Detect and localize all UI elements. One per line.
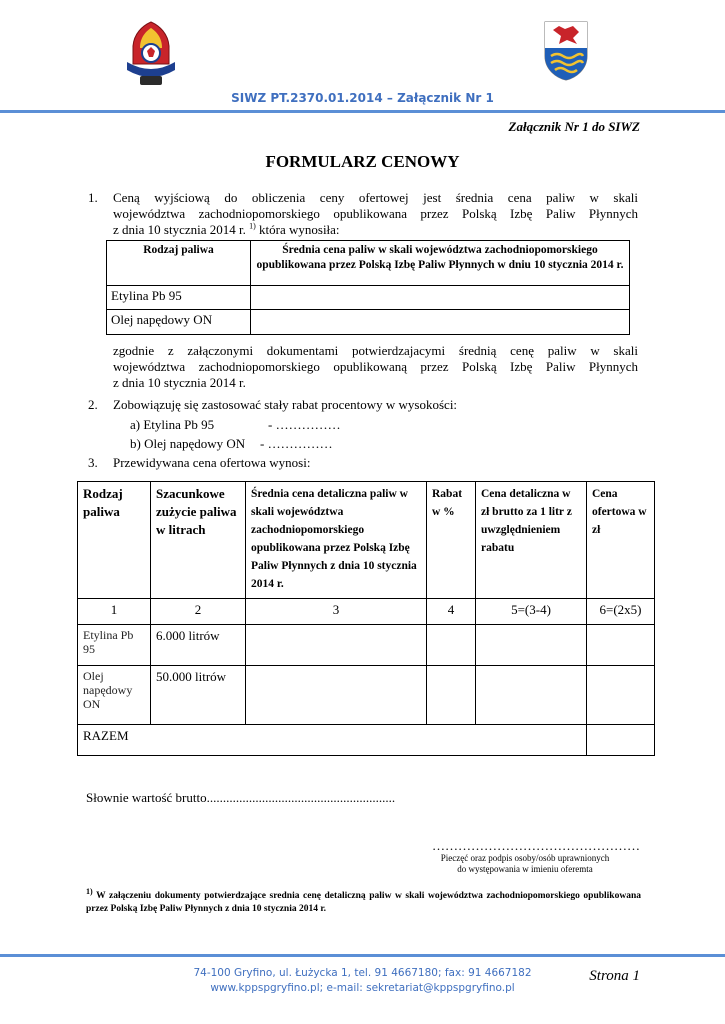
avg-price-input[interactable] bbox=[251, 286, 630, 310]
avg-price-header: Średnia cena detaliczna paliw w skali województwa zachodniopomorskiego opublikowana przez Polską Izbę Paliw Płynnych z dnia 10 stycznia 2014 r. bbox=[246, 482, 427, 599]
numbering-row bbox=[78, 599, 655, 625]
fuel-type-cell: Olej napędowy ON bbox=[78, 666, 151, 725]
usage-header: Szacunkowe zużycie paliwa w litrach bbox=[151, 482, 246, 599]
discount-input[interactable] bbox=[427, 666, 476, 725]
fuel-type-cell: Etylina Pb 95 bbox=[107, 286, 251, 310]
footer-web-email: www.kppspgryfino.pl; e-mail: sekretariat@kppspgryfino.pl bbox=[210, 982, 515, 994]
footer-address: 74-100 Gryfino, ul. Łużycka 1, tel. 91 4667180; fax: 91 4667182 bbox=[193, 967, 532, 979]
offer-price-input[interactable] bbox=[587, 666, 655, 725]
usage-cell: 50.000 litrów bbox=[151, 666, 246, 725]
section-1-line-2: województwa zachodniopomorskiego opublikowana przez Polską Izbę Paliw Płynnych bbox=[113, 206, 638, 221]
discount-a-label: a) Etylina Pb 95 bbox=[130, 417, 215, 432]
footnote-text: W załączeniu dokumenty potwierdzające srednia cenę detaliczną paliw w skali województwa zachodniopomorskiego opublikowana przez Polską Izbę Paliw Płynnych z dnia 10 stycznia 2014 r. bbox=[86, 891, 641, 914]
section-1-line-3 bbox=[113, 222, 340, 238]
fire-service-emblem-icon bbox=[120, 20, 182, 88]
total-row bbox=[78, 725, 655, 756]
total-label: RAZEM bbox=[78, 725, 587, 756]
avg-price-input[interactable] bbox=[246, 666, 427, 725]
table-header-row bbox=[78, 482, 655, 599]
offer-price-header: Cena ofertowa w zł bbox=[587, 482, 655, 599]
section-2-text: Zobowiązuję się zastosować stały rabat procentowy w wysokości: bbox=[113, 397, 458, 412]
table-row bbox=[78, 666, 655, 725]
discount-a-input[interactable]: - …………… bbox=[268, 417, 341, 432]
total-input[interactable] bbox=[587, 725, 655, 756]
fuel-type-header: Rodzaj paliwa bbox=[107, 241, 251, 286]
column-number: 3 bbox=[246, 599, 427, 625]
section-1-which: która wynosiła: bbox=[259, 222, 340, 237]
signature-caption-line-2: do występowania w imieniu oferemta bbox=[457, 864, 593, 874]
page-number: Strona 1 bbox=[589, 968, 640, 984]
signature-line[interactable]: ………………………………………… bbox=[432, 838, 640, 853]
discount-b-label: b) Olej napędowy ON bbox=[130, 436, 246, 451]
discount-header: Rabat w % bbox=[427, 482, 476, 599]
section-1-line-1: Ceną wyjściową do obliczenia ceny ofertowej jest średnia cena paliw w skali bbox=[113, 190, 638, 205]
fuel-type-header: Rodzaj paliwa bbox=[78, 482, 151, 599]
footnote-marker: 1) bbox=[86, 886, 93, 896]
footer-divider bbox=[0, 954, 725, 957]
section-1-after-line-1: zgodnie z załączonymi dokumentami potwierdzajacymi średnią cenę paliw w skali bbox=[113, 343, 638, 358]
county-coat-of-arms-icon bbox=[543, 20, 589, 82]
avg-price-header: Średnia cena paliw w skali województwa zachodniopomorskiego opublikowana przez Polską Izbę Paliw Płynnych w dniu 10 stycznia 2014 r. bbox=[251, 241, 630, 286]
avg-price-input[interactable] bbox=[246, 625, 427, 666]
column-number: 2 bbox=[151, 599, 246, 625]
offer-price-table bbox=[77, 481, 655, 756]
table-row bbox=[107, 310, 630, 335]
section-1-after-line-3: z dnia 10 stycznia 2014 r. bbox=[113, 375, 246, 390]
footnote bbox=[86, 886, 641, 916]
column-number: 6=(2x5) bbox=[587, 599, 655, 625]
fuel-type-cell: Etylina Pb 95 bbox=[78, 625, 151, 666]
section-1-after-line-2: województwa zachodniopomorskiego opublikowaną przez Polską Izbę Paliw Płynnych bbox=[113, 359, 638, 374]
retail-price-input[interactable] bbox=[476, 625, 587, 666]
retail-price-input[interactable] bbox=[476, 666, 587, 725]
discount-input[interactable] bbox=[427, 625, 476, 666]
table-header-row bbox=[107, 241, 630, 286]
section-3-text: Przewidywana cena ofertowa wynosi: bbox=[113, 455, 311, 470]
signature-caption-line-1: Pieczęć oraz podpis osoby/osób uprawnionych bbox=[440, 853, 610, 863]
avg-price-input[interactable] bbox=[251, 310, 630, 335]
section-2-number: 2. bbox=[88, 397, 98, 412]
document-title: FORMULARZ CENOWY bbox=[265, 152, 460, 171]
amount-in-words-field[interactable]: Słownie wartość brutto.......................................................... bbox=[86, 790, 396, 805]
column-number: 5=(3-4) bbox=[476, 599, 587, 625]
offer-price-input[interactable] bbox=[587, 625, 655, 666]
signature-caption bbox=[420, 853, 630, 875]
header-divider bbox=[0, 110, 725, 113]
usage-cell: 6.000 litrów bbox=[151, 625, 246, 666]
avg-price-table bbox=[106, 240, 630, 335]
section-3-number: 3. bbox=[88, 455, 98, 470]
column-number: 1 bbox=[78, 599, 151, 625]
table-row bbox=[107, 286, 630, 310]
column-number: 4 bbox=[427, 599, 476, 625]
fuel-type-cell: Olej napędowy ON bbox=[107, 310, 251, 335]
section-1-number: 1. bbox=[88, 190, 98, 205]
attachment-label: Załącznik Nr 1 do SIWZ bbox=[508, 119, 640, 134]
footnote-ref: 1) bbox=[249, 221, 256, 231]
retail-price-header: Cena detaliczna w zł brutto za 1 litr z uwzględnieniem rabatu bbox=[476, 482, 587, 599]
table-row bbox=[78, 625, 655, 666]
discount-b-input[interactable]: - …………… bbox=[260, 436, 333, 451]
header-title: SIWZ PT.2370.01.2014 – Załącznik Nr 1 bbox=[231, 91, 494, 105]
section-1-date: z dnia 10 stycznia 2014 r. bbox=[113, 222, 246, 237]
